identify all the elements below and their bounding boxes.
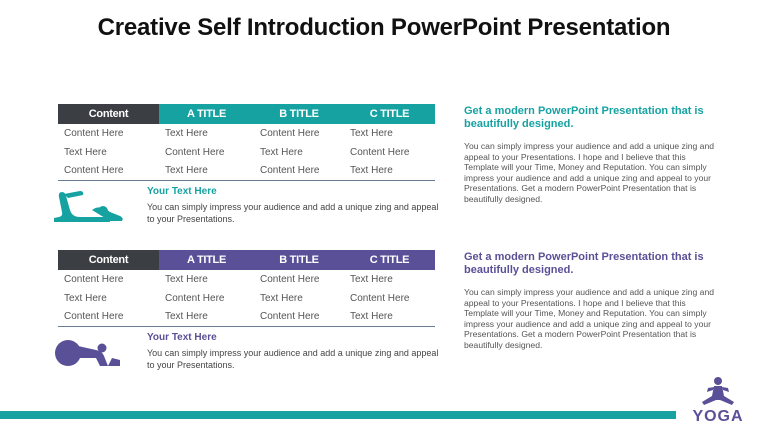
table-cell: Text Here [344,307,435,326]
table-row [58,143,435,162]
table-row [58,289,435,308]
side-body: You can simply impress your audience and add a unique zing and appeal to your Presentations. I hope and I believe that this Template will your Time, Money and Reputation. You can simply impress your audience and add a unique zing and appeal to your Presentations. Get a modern PowerPoint Presentation that is beautifully designed. [464,141,715,204]
table-header-row [58,104,435,124]
table-cell: Text Here [165,273,208,285]
header-cell-c-title: C TITLE [344,250,435,270]
content-table-2 [58,250,435,327]
header-cell-content: Content [58,104,159,124]
yoga-ball-exercise-icon [50,336,130,375]
table-row [58,307,435,326]
table-block-1 [58,104,439,224]
side-text-block-1 [464,105,722,204]
content-table-1 [58,104,435,181]
table-cell: Content Here [260,127,320,139]
info-block-2 [147,332,447,371]
table-block-2 [58,250,439,370]
header-cell-a-title: A TITLE [159,250,254,270]
table-cell: Text Here [350,127,393,139]
table-cell: Content Here [64,127,124,139]
table-row [58,270,435,289]
side-text-block-2 [464,251,722,350]
table-cell: Content Here [58,307,159,326]
header-cell-b-title: B TITLE [254,104,344,124]
table-cell: Content Here [254,161,344,180]
table-cell: Content Here [64,273,124,285]
info-title: Your Text Here [147,186,217,197]
table-cell: Text Here [350,273,393,285]
footer-bar [0,411,676,419]
info-body: You can simply impress your audience and add a unique zing and appeal to your Presentations. [147,348,439,370]
info-title: Your Text Here [147,332,217,343]
table-cell: Content Here [165,146,225,158]
yoga-meditation-logo-icon [680,376,756,408]
info-block-1 [147,186,447,225]
table-cell: Content Here [254,307,344,326]
header-cell-content: Content [58,250,159,270]
table-cell: Text Here [260,146,303,158]
table-cell: Content Here [260,273,320,285]
table-cell: Text Here [165,127,208,139]
yoga-plow-pose-icon [50,188,130,229]
table-cell: Content Here [165,292,225,304]
info-body: You can simply impress your audience and add a unique zing and appeal to your Presentations. [147,202,439,224]
header-cell-a-title: A TITLE [159,104,254,124]
yoga-logo [680,376,756,426]
table-cell: Text Here [64,292,107,304]
table-cell: Text Here [64,146,107,158]
side-title: Get a modern PowerPoint Presentation that is beautifully designed. [464,251,704,276]
header-cell-b-title: B TITLE [254,250,344,270]
side-title: Get a modern PowerPoint Presentation that is beautifully designed. [464,105,704,130]
logo-text: YOGA [692,408,744,425]
header-cell-c-title: C TITLE [344,104,435,124]
slide-title: Creative Self Introduction PowerPoint Presentation [97,14,671,41]
table-cell: Content Here [350,146,410,158]
table-row [58,161,435,180]
table-cell: Content Here [58,161,159,180]
table-cell: Text Here [159,161,254,180]
table-row [58,124,435,143]
table-cell: Content Here [350,292,410,304]
table-cell: Text Here [159,307,254,326]
table-header-row [58,250,435,270]
table-cell: Text Here [260,292,303,304]
table-cell: Text Here [344,161,435,180]
side-body: You can simply impress your audience and add a unique zing and appeal to your Presentations. I hope and I believe that this Template will your Time, Money and Reputation. You can simply impress your audience and add a unique zing and appeal to your Presentations. Get a modern PowerPoint Presentation that is beautifully designed. [464,287,715,350]
